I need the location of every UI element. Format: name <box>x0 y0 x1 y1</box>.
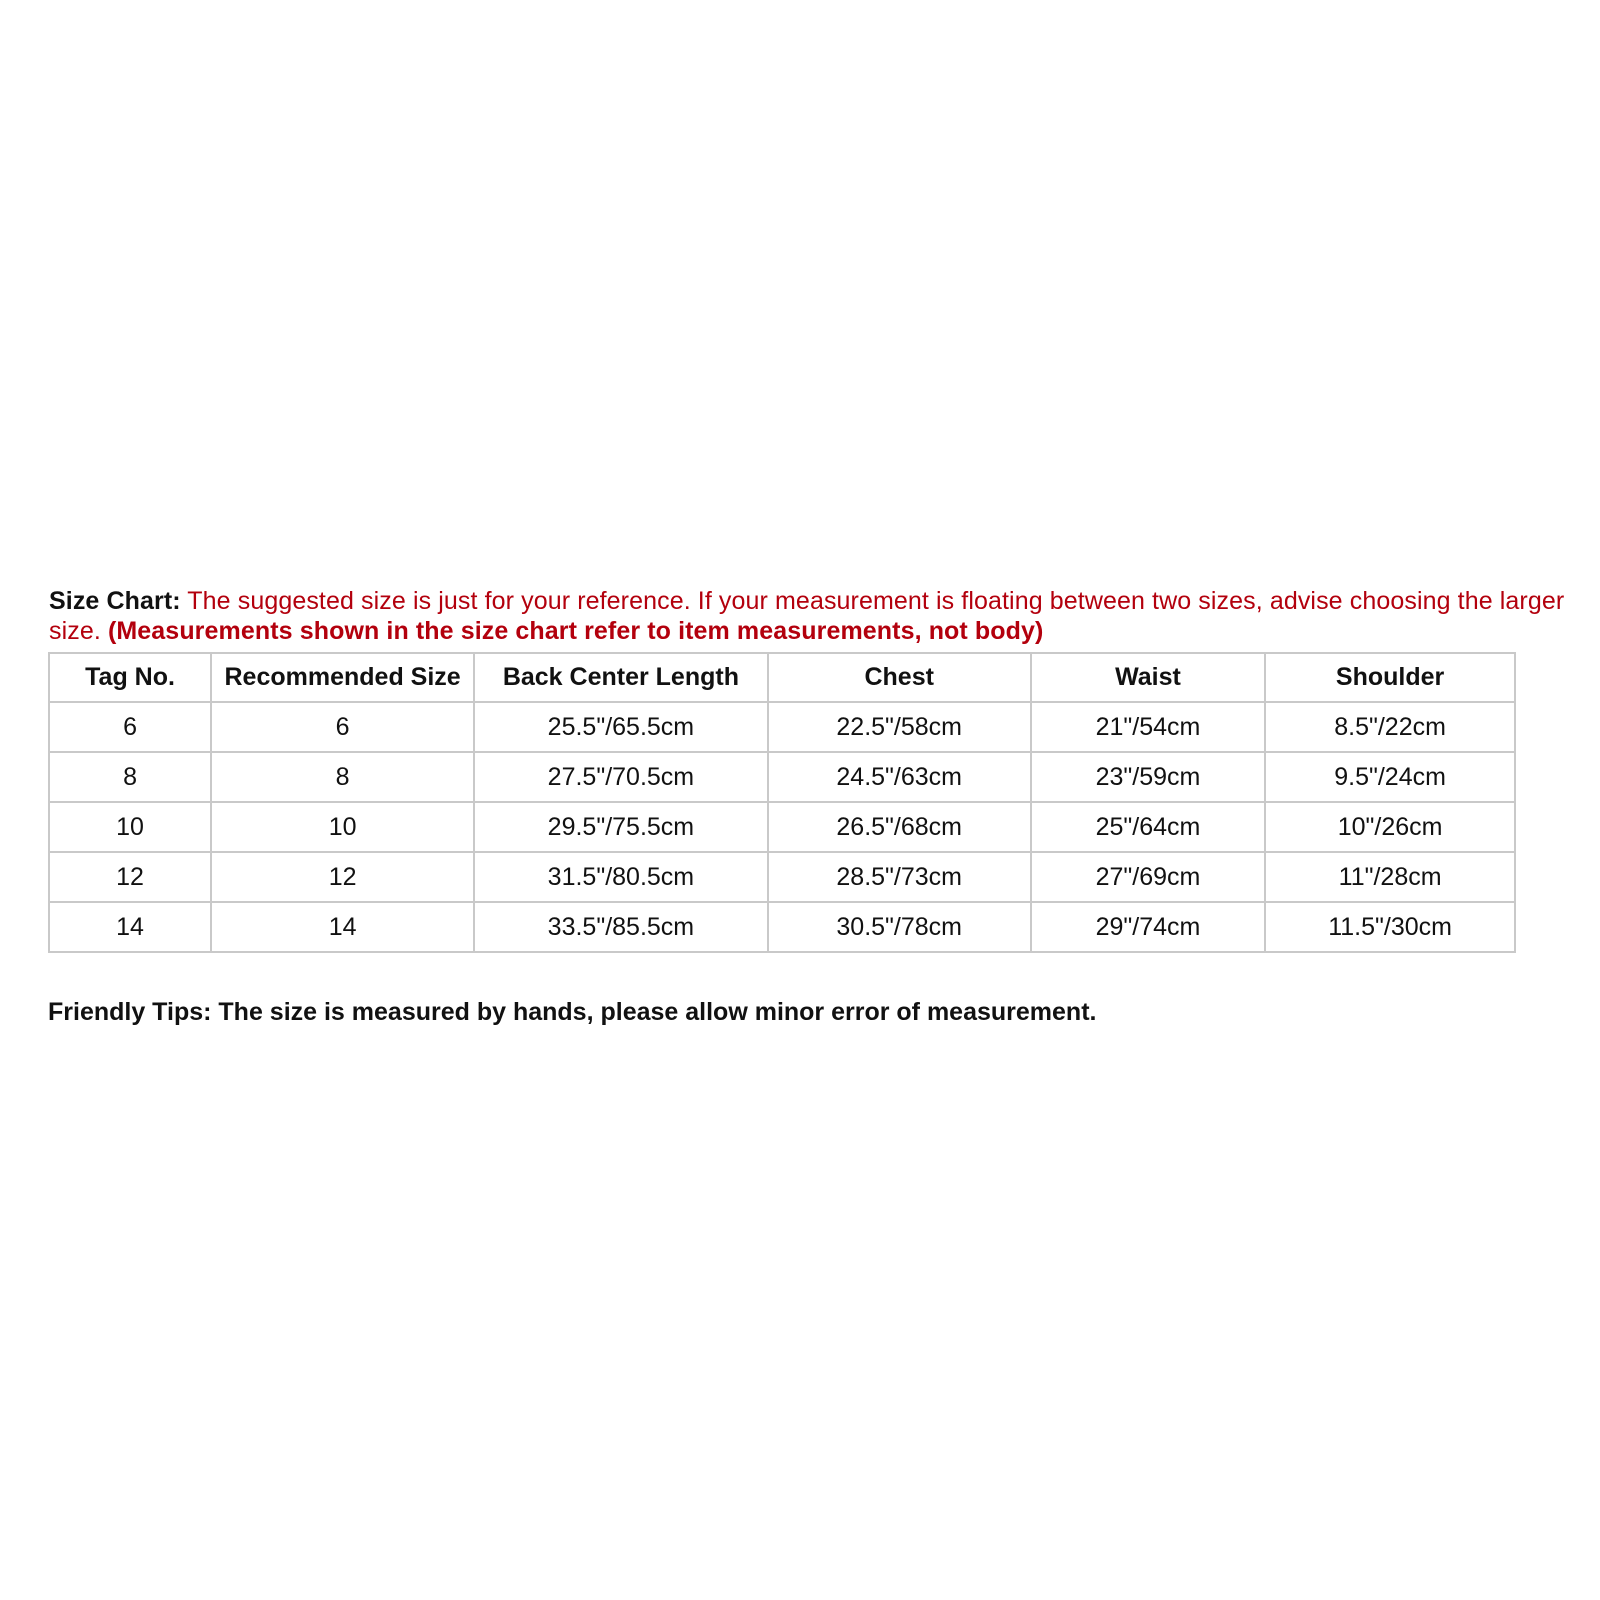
table-row <box>49 802 1515 852</box>
table-row <box>49 752 1515 802</box>
cell-chest: 24.5"/63cm <box>768 752 1031 802</box>
cell-shoulder: 8.5"/22cm <box>1265 702 1515 752</box>
header-tag-no: Tag No. <box>49 653 211 702</box>
header-back-center-length: Back Center Length <box>474 653 768 702</box>
size-chart-note-bold: (Measurements shown in the size chart refer to item measurements, not body) <box>107 617 1044 645</box>
table-row <box>49 902 1515 952</box>
cell-waist: 27"/69cm <box>1031 852 1265 902</box>
cell-chest: 22.5"/58cm <box>768 702 1031 752</box>
cell-shoulder: 9.5"/24cm <box>1265 752 1515 802</box>
table-row <box>49 852 1515 902</box>
size-chart-label: Size Chart: <box>49 587 181 615</box>
friendly-tips: Friendly Tips: The size is measured by hands, please allow minor error of measurement. <box>48 998 1097 1026</box>
cell-waist: 29"/74cm <box>1031 902 1265 952</box>
cell-shoulder: 11.5"/30cm <box>1265 902 1515 952</box>
cell-back-center-length: 25.5"/65.5cm <box>474 702 768 752</box>
cell-tag-no: 14 <box>49 902 211 952</box>
table-row <box>49 702 1515 752</box>
cell-chest: 26.5"/68cm <box>768 802 1031 852</box>
header-recommended-size: Recommended Size <box>211 653 474 702</box>
cell-waist: 25"/64cm <box>1031 802 1265 852</box>
header-waist: Waist <box>1031 653 1265 702</box>
cell-back-center-length: 33.5"/85.5cm <box>474 902 768 952</box>
size-chart-table <box>48 652 1516 953</box>
cell-back-center-length: 27.5"/70.5cm <box>474 752 768 802</box>
cell-tag-no: 6 <box>49 702 211 752</box>
cell-tag-no: 12 <box>49 852 211 902</box>
cell-chest: 28.5"/73cm <box>768 852 1031 902</box>
cell-recommended-size: 10 <box>211 802 474 852</box>
cell-shoulder: 10"/26cm <box>1265 802 1515 852</box>
cell-recommended-size: 8 <box>211 752 474 802</box>
cell-back-center-length: 29.5"/75.5cm <box>474 802 768 852</box>
cell-shoulder: 11"/28cm <box>1265 852 1515 902</box>
cell-tag-no: 8 <box>49 752 211 802</box>
cell-recommended-size: 14 <box>211 902 474 952</box>
header-shoulder: Shoulder <box>1265 653 1515 702</box>
cell-recommended-size: 12 <box>211 852 474 902</box>
cell-waist: 23"/59cm <box>1031 752 1265 802</box>
header-chest: Chest <box>768 653 1031 702</box>
cell-tag-no: 10 <box>49 802 211 852</box>
cell-back-center-length: 31.5"/80.5cm <box>474 852 768 902</box>
cell-chest: 30.5"/78cm <box>768 902 1031 952</box>
table-header-row <box>49 653 1515 702</box>
cell-waist: 21"/54cm <box>1031 702 1265 752</box>
size-chart-note: The suggested size is just for your reference. If your measurement is floating between two sizes, advise choosing the larger size. <box>49 587 1565 645</box>
cell-recommended-size: 6 <box>211 702 474 752</box>
size-chart-intro <box>49 586 1569 646</box>
